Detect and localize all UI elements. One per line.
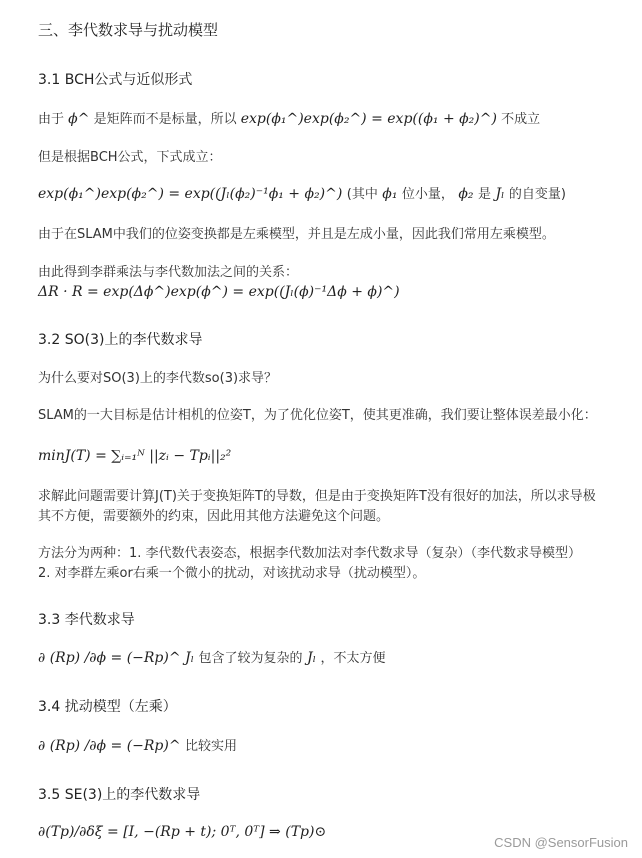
s32-line2: SLAM的一大目标是估计相机的位姿T，为了优化位姿T，使其更准确，我们要让整体误差最小化： <box>38 408 597 423</box>
s34-formula <box>38 736 237 757</box>
s31-line1-prefix: 由于 <box>38 112 65 127</box>
heading-3-3: 3.3 李代数求导 <box>38 612 135 628</box>
s31-formula-jl: Jₗ <box>495 186 505 202</box>
s35-formula-expr: ∂(Tp)/∂δξ = [I, −(Rp + t); 0ᵀ, 0ᵀ] ⇒ (Tp)⊙ <box>38 824 327 840</box>
s35-formula <box>38 822 326 842</box>
s31-line1-mid: 是矩阵而不是标量，所以 <box>93 112 237 127</box>
s34-note: 比较实用 <box>185 739 238 754</box>
s32-formula <box>38 446 231 466</box>
s33-note: 包含了较为复杂的 <box>198 651 303 666</box>
s33-formula-expr: ∂ (Rp) /∂ϕ = (−Rp)^ Jₗ <box>38 650 195 666</box>
s33-note-jl: Jₗ <box>306 650 316 666</box>
watermark: CSDN @SensorFusion <box>494 835 628 850</box>
s32-formula-expr: minJ(T) = ∑ᵢ₌₁ᴺ ||zᵢ − Tpᵢ||₂² <box>38 448 232 464</box>
s33-formula <box>38 648 385 669</box>
s32-line3: 方法分为两种：1. 李代数代表姿态，根据李代数加法对李代数求导（复杂）（李代数求导模型） <box>38 546 582 561</box>
s31-line3: 由于在SLAM中我们的位姿变换都是左乘模型，并且是左成小量，因此我们常用左乘模型。 <box>38 227 555 242</box>
s31-line1-phi: ϕ^ <box>68 111 90 127</box>
s31-formula <box>38 184 566 205</box>
s31-formula-note4: 的自变量) <box>508 187 566 202</box>
section-title: 三、李代数求导与扰动模型 <box>38 21 219 39</box>
s31-formula2 <box>38 282 400 302</box>
s32-para1: 求解此问题需要计算J(T)关于变换矩阵T的导数，但是由于变换矩阵T没有很好的加法，所以求导极其不方便，需要额外的约束，因此用其他方法避免这个问题。 <box>38 489 596 524</box>
s31-formula-note2: 位小量， <box>401 187 454 202</box>
s31-line2: 但是根据BCH公式，下式成立： <box>38 150 222 165</box>
s31-line1 <box>38 109 540 129</box>
s31-formula-phi1: ϕ₁ <box>382 186 398 202</box>
s31-line1-math: exp(ϕ₁^)exp(ϕ₂^) = exp((ϕ₁ + ϕ₂)^) <box>240 111 497 127</box>
s31-formula-phi2: ϕ₂ <box>458 186 474 202</box>
s33-note-end: ，不太方便 <box>320 651 386 666</box>
heading-3-2: 3.2 SO(3)上的李代数求导 <box>38 332 203 348</box>
s31-line4: 由此得到李群乘法与李代数加法之间的关系： <box>38 265 299 280</box>
s34-formula-expr: ∂ (Rp) /∂ϕ = (−Rp)^ <box>38 738 181 754</box>
s32-line4: 2. 对李群左乘or右乘一个微小的扰动，对该扰动求导（扰动模型）。 <box>38 566 426 581</box>
heading-3-5: 3.5 SE(3)上的李代数求导 <box>38 787 201 803</box>
heading-3-1: 3.1 BCH公式与近似形式 <box>38 72 193 88</box>
s32-line1: 为什么要对SO(3)上的李代数so(3)求导？ <box>38 371 278 386</box>
s31-line1-suffix: 不成立 <box>501 112 541 127</box>
s31-formula-note3: 是 <box>477 187 491 202</box>
s31-formula-expr: exp(ϕ₁^)exp(ϕ₂^) = exp((Jₗ(ϕ₂)⁻¹ϕ₁ + ϕ₂)^) <box>38 186 343 202</box>
s31-formula-note1: (其中 <box>346 187 378 202</box>
s31-formula2-expr: ΔR · R = exp(Δϕ^)exp(ϕ^) = exp((Jₗ(ϕ)⁻¹Δϕ + ϕ)^) <box>38 284 400 300</box>
heading-3-4: 3.4 扰动模型（左乘） <box>38 699 177 715</box>
